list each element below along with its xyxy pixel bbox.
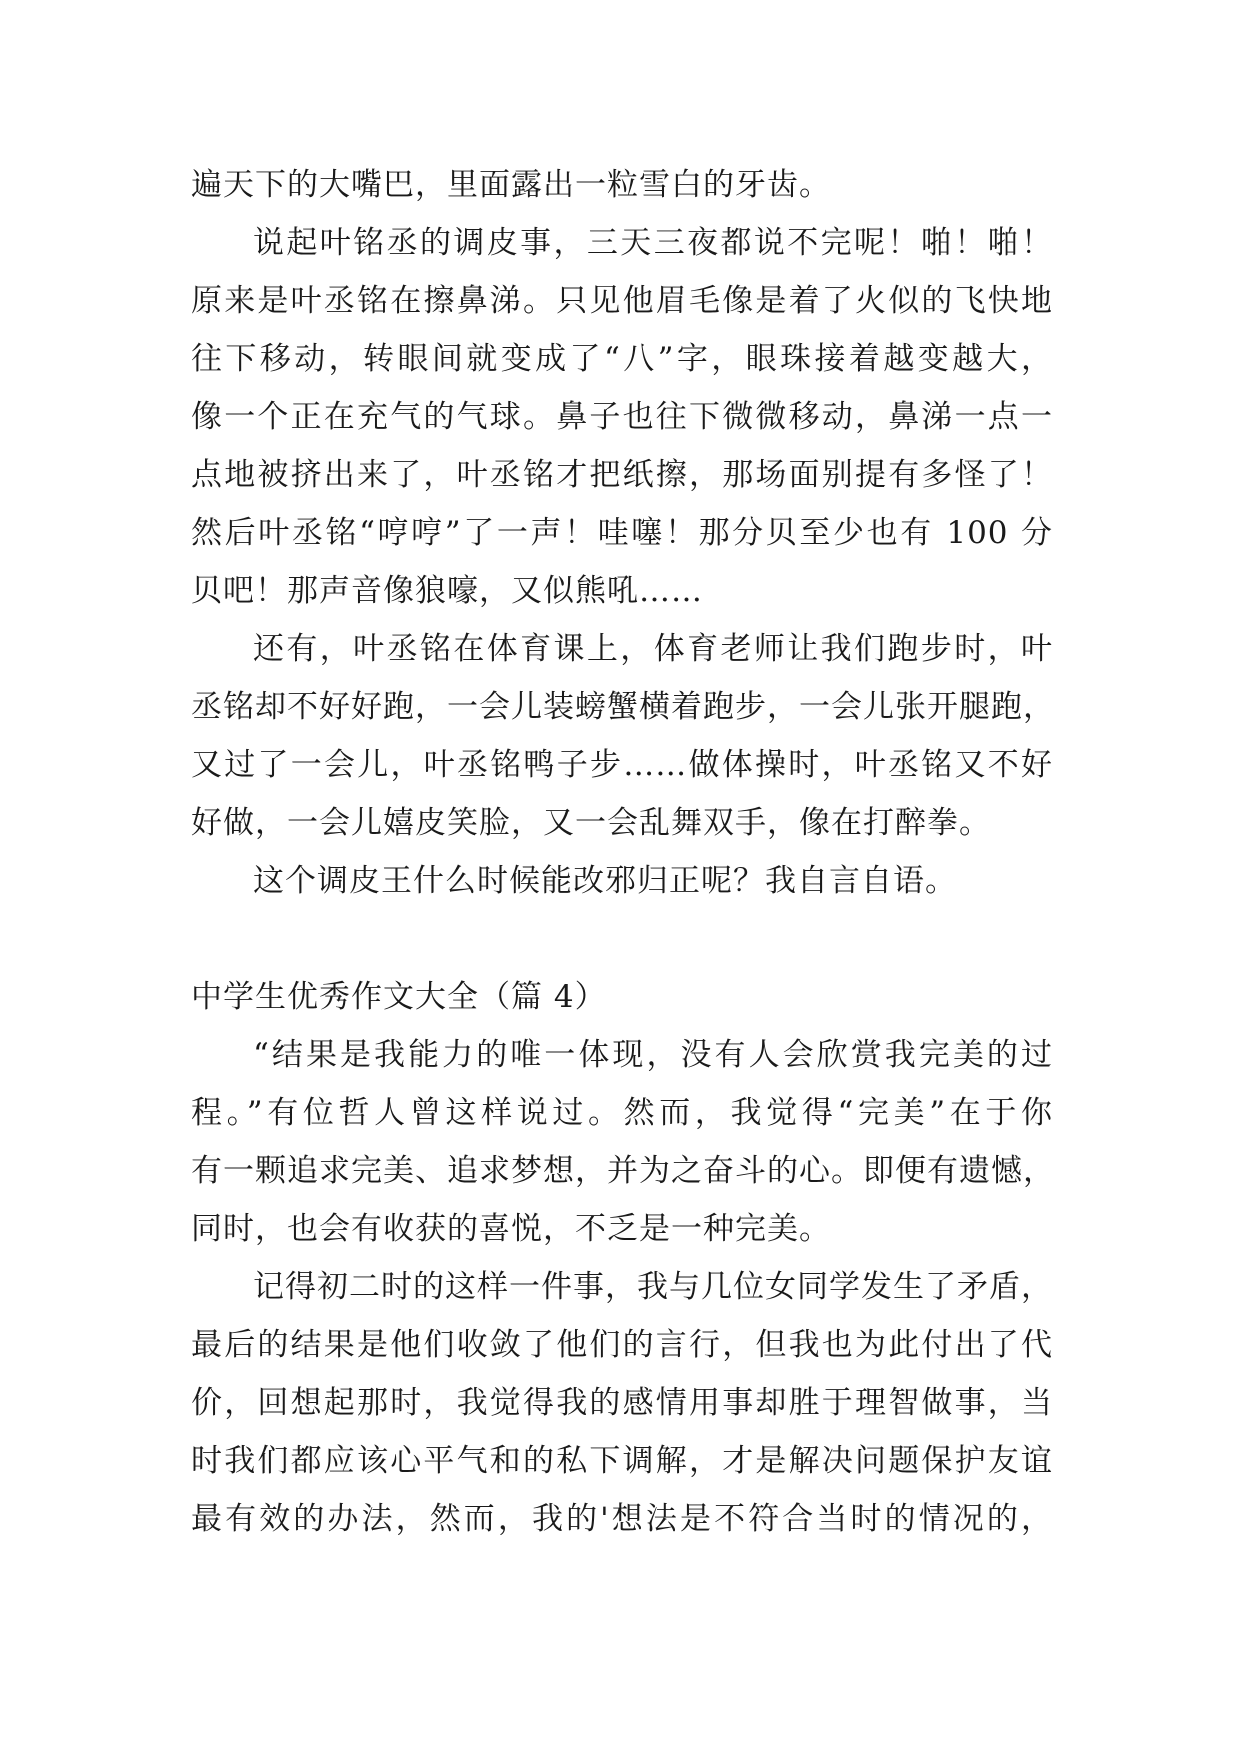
document-page [191,156,1053,1548]
paragraph-line: 点地被挤出来了，叶丞铭才把纸擦，那场面别提有多怪了！ [191,457,1053,493]
paragraph-line: 还有，叶丞铭在体育课上，体育老师让我们跑步时，叶 [253,631,1053,667]
paragraph-line: 遍天下的大嘴巴，里面露出一粒雪白的牙齿。 [191,167,831,203]
paragraph-line: “结果是我能力的唯一体现，没有人会欣赏我完美的过 [253,1037,1053,1073]
paragraph-line: 同时，也会有收获的喜悦，不乏是一种完美。 [191,1211,831,1247]
paragraph-line: 好做，一会儿嬉皮笑脸，又一会乱舞双手，像在打醉拳。 [191,805,991,841]
paragraph-line: 然后叶丞铭“哼哼”了一声！哇噻！那分贝至少也有 100 分 [191,515,1053,551]
paragraph-line: 说起叶铭丞的调皮事，三天三夜都说不完呢！啪！啪！ [253,225,1053,261]
paragraph-line: 这个调皮王什么时候能改邪归正呢？我自言自语。 [253,863,957,899]
section-heading: 中学生优秀作文大全（篇 4） [191,979,607,1015]
paragraph-line: 有一颗追求完美、追求梦想，并为之奋斗的心。即便有遗憾， [191,1153,1055,1189]
section-gap [191,910,1053,968]
paragraph-line: 又过了一会儿，叶丞铭鸭子步……做体操时，叶丞铭又不好 [191,747,1053,783]
paragraph-line: 时我们都应该心平气和的私下调解，才是解决问题保护友谊 [191,1443,1053,1479]
paragraph-line: 往下移动，转眼间就变成了“八”字，眼珠接着越变越大， [191,341,1053,377]
paragraph-line: 最后的结果是他们收敛了他们的言行，但我也为此付出了代 [191,1327,1053,1363]
paragraph-line: 记得初二时的这样一件事，我与几位女同学发生了矛盾， [253,1269,1053,1305]
paragraph-line: 价，回想起那时，我觉得我的感情用事却胜于理智做事，当 [191,1385,1053,1421]
paragraph-line: 原来是叶丞铭在擦鼻涕。只见他眉毛像是着了火似的飞快地 [191,283,1053,319]
paragraph-line: 最有效的办法，然而，我的'想法是不符合当时的情况的， [191,1501,1053,1537]
paragraph-line: 像一个正在充气的气球。鼻子也往下微微移动，鼻涕一点一 [191,399,1053,435]
paragraph-line: 丞铭却不好好跑，一会儿装螃蟹横着跑步，一会儿张开腿跑， [191,689,1055,725]
paragraph-line: 贝吧！那声音像狼嚎，又似熊吼…… [191,573,703,609]
paragraph-line: 程。”有位哲人曾这样说过。然而，我觉得“完美”在于你 [191,1095,1053,1131]
